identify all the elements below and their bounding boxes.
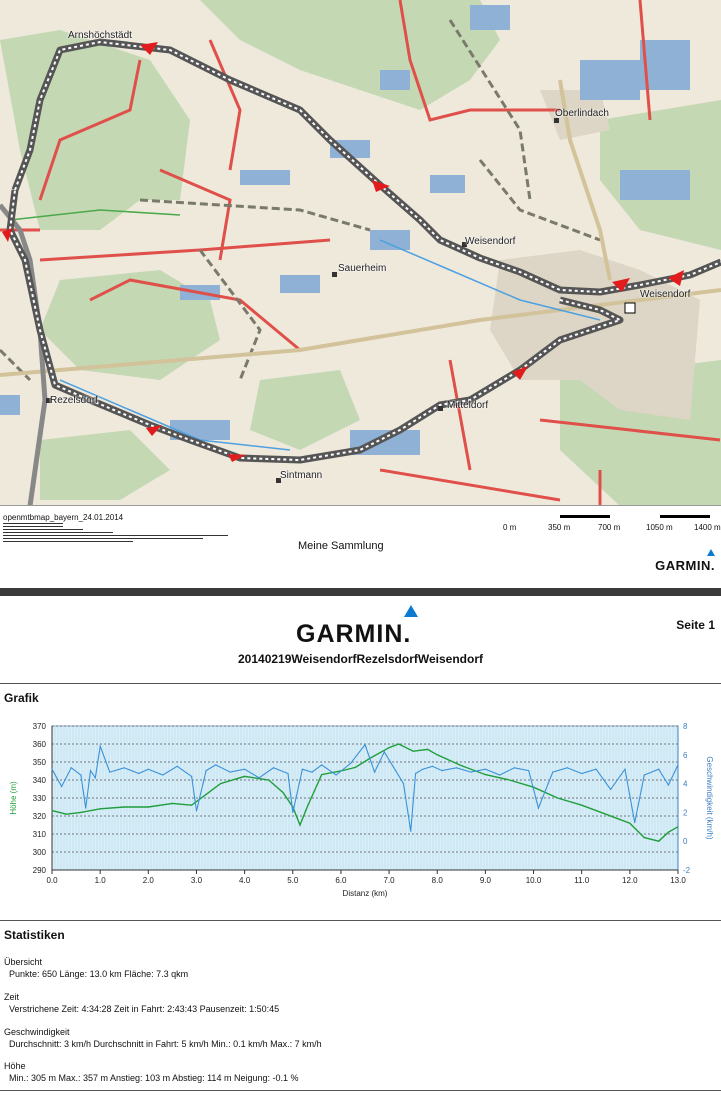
speed-point: [610, 789, 611, 790]
speed-point: [124, 767, 125, 768]
chart-svg: [0, 718, 721, 904]
scale-tick: 0 m: [503, 523, 517, 532]
scale-tick: 350 m: [548, 523, 571, 532]
place-label: Arnshöchstädt: [68, 30, 132, 41]
elevation-point: [413, 751, 414, 752]
garmin-logo-small: [655, 558, 715, 573]
elevation-point: [299, 824, 300, 825]
scale-bar: [660, 515, 710, 518]
page-number: Seite 1: [676, 618, 715, 632]
y-axis-label-right: Geschwindigkeit (km/h): [705, 756, 714, 840]
map-view[interactable]: [0, 0, 721, 506]
elevation-point: [268, 779, 269, 780]
speed-point: [596, 769, 597, 770]
x-tick: 11.0: [574, 876, 590, 885]
garmin-logo-text: GARMIN.: [655, 558, 715, 573]
speed-point: [415, 773, 416, 774]
speed-point: [95, 777, 96, 778]
speed-point: [538, 807, 539, 808]
speed-point: [258, 777, 259, 778]
place-label: Mitteldorf: [447, 400, 489, 411]
stats-speed: [4, 1027, 322, 1049]
elevation-point: [148, 806, 149, 807]
speed-point: [287, 773, 288, 774]
speed-point: [403, 783, 404, 784]
speed-point: [499, 774, 500, 775]
stats-time-values: Verstrichene Zeit: 4:34:28 Zeit in Fahrt: 2:43:43 Pausenzeit: 1:50:45: [9, 1004, 280, 1014]
speed-point: [85, 807, 86, 808]
garmin-logo: [296, 620, 411, 649]
y-tick-left: 320: [32, 812, 46, 821]
graph-section-title: Grafik: [4, 691, 39, 705]
y-tick-left: 370: [32, 722, 46, 731]
x-tick: 9.0: [479, 876, 491, 885]
speed-point: [273, 767, 274, 768]
place-label: Weisendorf: [640, 289, 691, 300]
speed-point: [61, 786, 62, 787]
speed-point: [624, 769, 625, 770]
garmin-triangle-icon: [707, 549, 715, 556]
x-tick: 2.0: [142, 876, 154, 885]
speed-point: [384, 751, 385, 752]
elevation-point: [485, 774, 486, 775]
map-source-label: openmtbmap_bayern_24.01.2014: [3, 513, 124, 522]
speed-point: [528, 770, 529, 771]
y-tick-left: 330: [32, 794, 46, 803]
elevation-point: [398, 743, 399, 744]
x-tick: 12.0: [622, 876, 638, 885]
x-tick: 10.0: [525, 876, 542, 885]
y-tick-left: 290: [32, 866, 46, 875]
elevation-point: [244, 776, 245, 777]
speed-point: [644, 774, 645, 775]
scale-tick: 1400 m: [694, 523, 721, 532]
place-label: Rezelsdorf: [50, 395, 98, 406]
elevation-point: [191, 805, 192, 806]
speed-point: [374, 771, 375, 772]
scale-bar: [560, 515, 610, 518]
x-tick: 7.0: [383, 876, 395, 885]
speed-point: [410, 831, 411, 832]
speed-point: [581, 773, 582, 774]
speed-point: [148, 769, 149, 770]
elevation-point: [307, 806, 308, 807]
page-separator: [0, 588, 721, 596]
speed-point: [80, 774, 81, 775]
speed-point: [292, 812, 293, 813]
elevation-point: [668, 832, 669, 833]
y-tick-right: -2: [683, 866, 691, 875]
speed-point: [196, 810, 197, 811]
elevation-point: [658, 841, 659, 842]
stats-time-heading: Zeit: [4, 992, 20, 1002]
map-canvas[interactable]: [0, 0, 721, 506]
speed-point: [321, 764, 322, 765]
speed-point: [109, 771, 110, 772]
elevation-point: [509, 779, 510, 780]
elevation-point: [629, 823, 630, 824]
speed-point: [191, 776, 192, 777]
speed-point: [634, 822, 635, 823]
scale-tick: 1050 m: [646, 523, 673, 532]
y-tick-left: 340: [32, 776, 46, 785]
elevation-point: [124, 806, 125, 807]
y-tick-left: 310: [32, 830, 46, 839]
elevation-point: [388, 747, 389, 748]
elevation-point: [427, 749, 428, 750]
stats-elevation-values: Min.: 305 m Max.: 357 m Anstieg: 103 m Abstieg: 114 m Neigung: -0.1 %: [9, 1073, 299, 1083]
stats-overview-heading: Übersicht: [4, 957, 43, 967]
x-tick: 13.0: [670, 876, 686, 885]
divider: [0, 920, 721, 921]
scale-tick: 700 m: [598, 523, 621, 532]
elevation-point: [172, 803, 173, 804]
speed-point: [552, 771, 553, 772]
place-label: Oberlindach: [555, 108, 609, 119]
collection-label: Meine Sammlung: [298, 540, 384, 552]
stats-speed-heading: Geschwindigkeit: [4, 1027, 70, 1037]
elevation-point: [461, 765, 462, 766]
speed-point: [432, 766, 433, 767]
x-axis-label: Distanz (km): [342, 889, 388, 898]
speed-point: [51, 769, 52, 770]
place-label: Sauerheim: [338, 263, 387, 274]
speed-point: [350, 763, 351, 764]
stats-time: [4, 992, 279, 1014]
map-footer: [0, 506, 721, 586]
x-tick: 0.0: [46, 876, 58, 885]
elevation-point: [321, 774, 322, 775]
place-label: Weisendorf: [465, 236, 516, 247]
elevation-point: [355, 767, 356, 768]
stats-elevation-heading: Höhe: [4, 1061, 26, 1071]
elevation-point: [437, 754, 438, 755]
place-label: Sintmann: [280, 470, 323, 481]
x-tick: 5.0: [287, 876, 299, 885]
stats-section-title: Statistiken: [4, 928, 65, 942]
elevation-point: [80, 812, 81, 813]
speed-point: [162, 774, 163, 775]
elevation-point: [644, 837, 645, 838]
y-tick-right: 6: [683, 750, 688, 760]
y-tick-left: 300: [32, 848, 46, 857]
speed-point: [205, 770, 206, 771]
speed-point: [244, 769, 245, 770]
y-tick-right: 2: [683, 808, 688, 818]
y-tick-right: 4: [683, 779, 688, 789]
speed-point: [658, 769, 659, 770]
speed-point: [230, 771, 231, 772]
x-tick: 6.0: [335, 876, 347, 885]
speed-point: [100, 746, 101, 747]
elevation-point: [581, 805, 582, 806]
speed-point: [514, 767, 515, 768]
y-tick-left: 350: [32, 758, 46, 767]
elevation-point: [677, 826, 678, 827]
speed-point: [393, 767, 394, 768]
elevation-point: [205, 794, 206, 795]
divider: [0, 1090, 721, 1091]
y-tick-right: 8: [683, 722, 688, 731]
elevation-point: [51, 810, 52, 811]
y-tick-left: 360: [32, 740, 46, 749]
stats-speed-values: Durchschnitt: 3 km/h Durchschnitt in Fahrt: 5 km/h Min.: 0.1 km/h Max.: 7 km/h: [9, 1039, 322, 1049]
speed-point: [470, 771, 471, 772]
x-tick: 8.0: [431, 876, 443, 885]
speed-point: [311, 771, 312, 772]
speed-point: [422, 769, 423, 770]
stats-elevation: [4, 1061, 298, 1083]
garmin-logo-text: GARMIN.: [296, 620, 412, 648]
speed-point: [336, 774, 337, 775]
speed-point: [677, 764, 678, 765]
speed-point: [364, 744, 365, 745]
stats-overview-values: Punkte: 650 Länge: 13.0 km Fläche: 7.3 qkm: [9, 969, 189, 979]
elevation-point: [100, 808, 101, 809]
speed-point: [215, 764, 216, 765]
elevation-point: [220, 783, 221, 784]
report-header: [0, 596, 721, 684]
speed-point: [567, 767, 568, 768]
elevation-point: [557, 797, 558, 798]
garmin-triangle-icon: [404, 605, 418, 617]
speed-point: [441, 770, 442, 771]
speed-point: [71, 767, 72, 768]
x-tick: 3.0: [190, 876, 203, 885]
copyright-lines: [3, 523, 233, 542]
speed-point: [138, 773, 139, 774]
speed-point: [456, 767, 457, 768]
elevation-point: [605, 814, 606, 815]
elevation-point: [283, 792, 284, 793]
speed-point: [485, 769, 486, 770]
speed-point: [668, 784, 669, 785]
x-tick: 4.0: [239, 876, 251, 885]
y-axis-label-left: Höhe (m): [9, 781, 18, 815]
speed-point: [90, 770, 91, 771]
x-tick: 1.0: [94, 876, 106, 885]
speed-point: [177, 766, 178, 767]
speed-point: [302, 769, 303, 770]
y-tick-right: 0: [683, 837, 688, 847]
track-title: 20140219WeisendorfRezelsdorfWeisendorf: [238, 652, 483, 666]
elevation-point: [66, 814, 67, 815]
elevation-speed-chart: [0, 718, 721, 904]
stats-overview: [4, 957, 188, 979]
